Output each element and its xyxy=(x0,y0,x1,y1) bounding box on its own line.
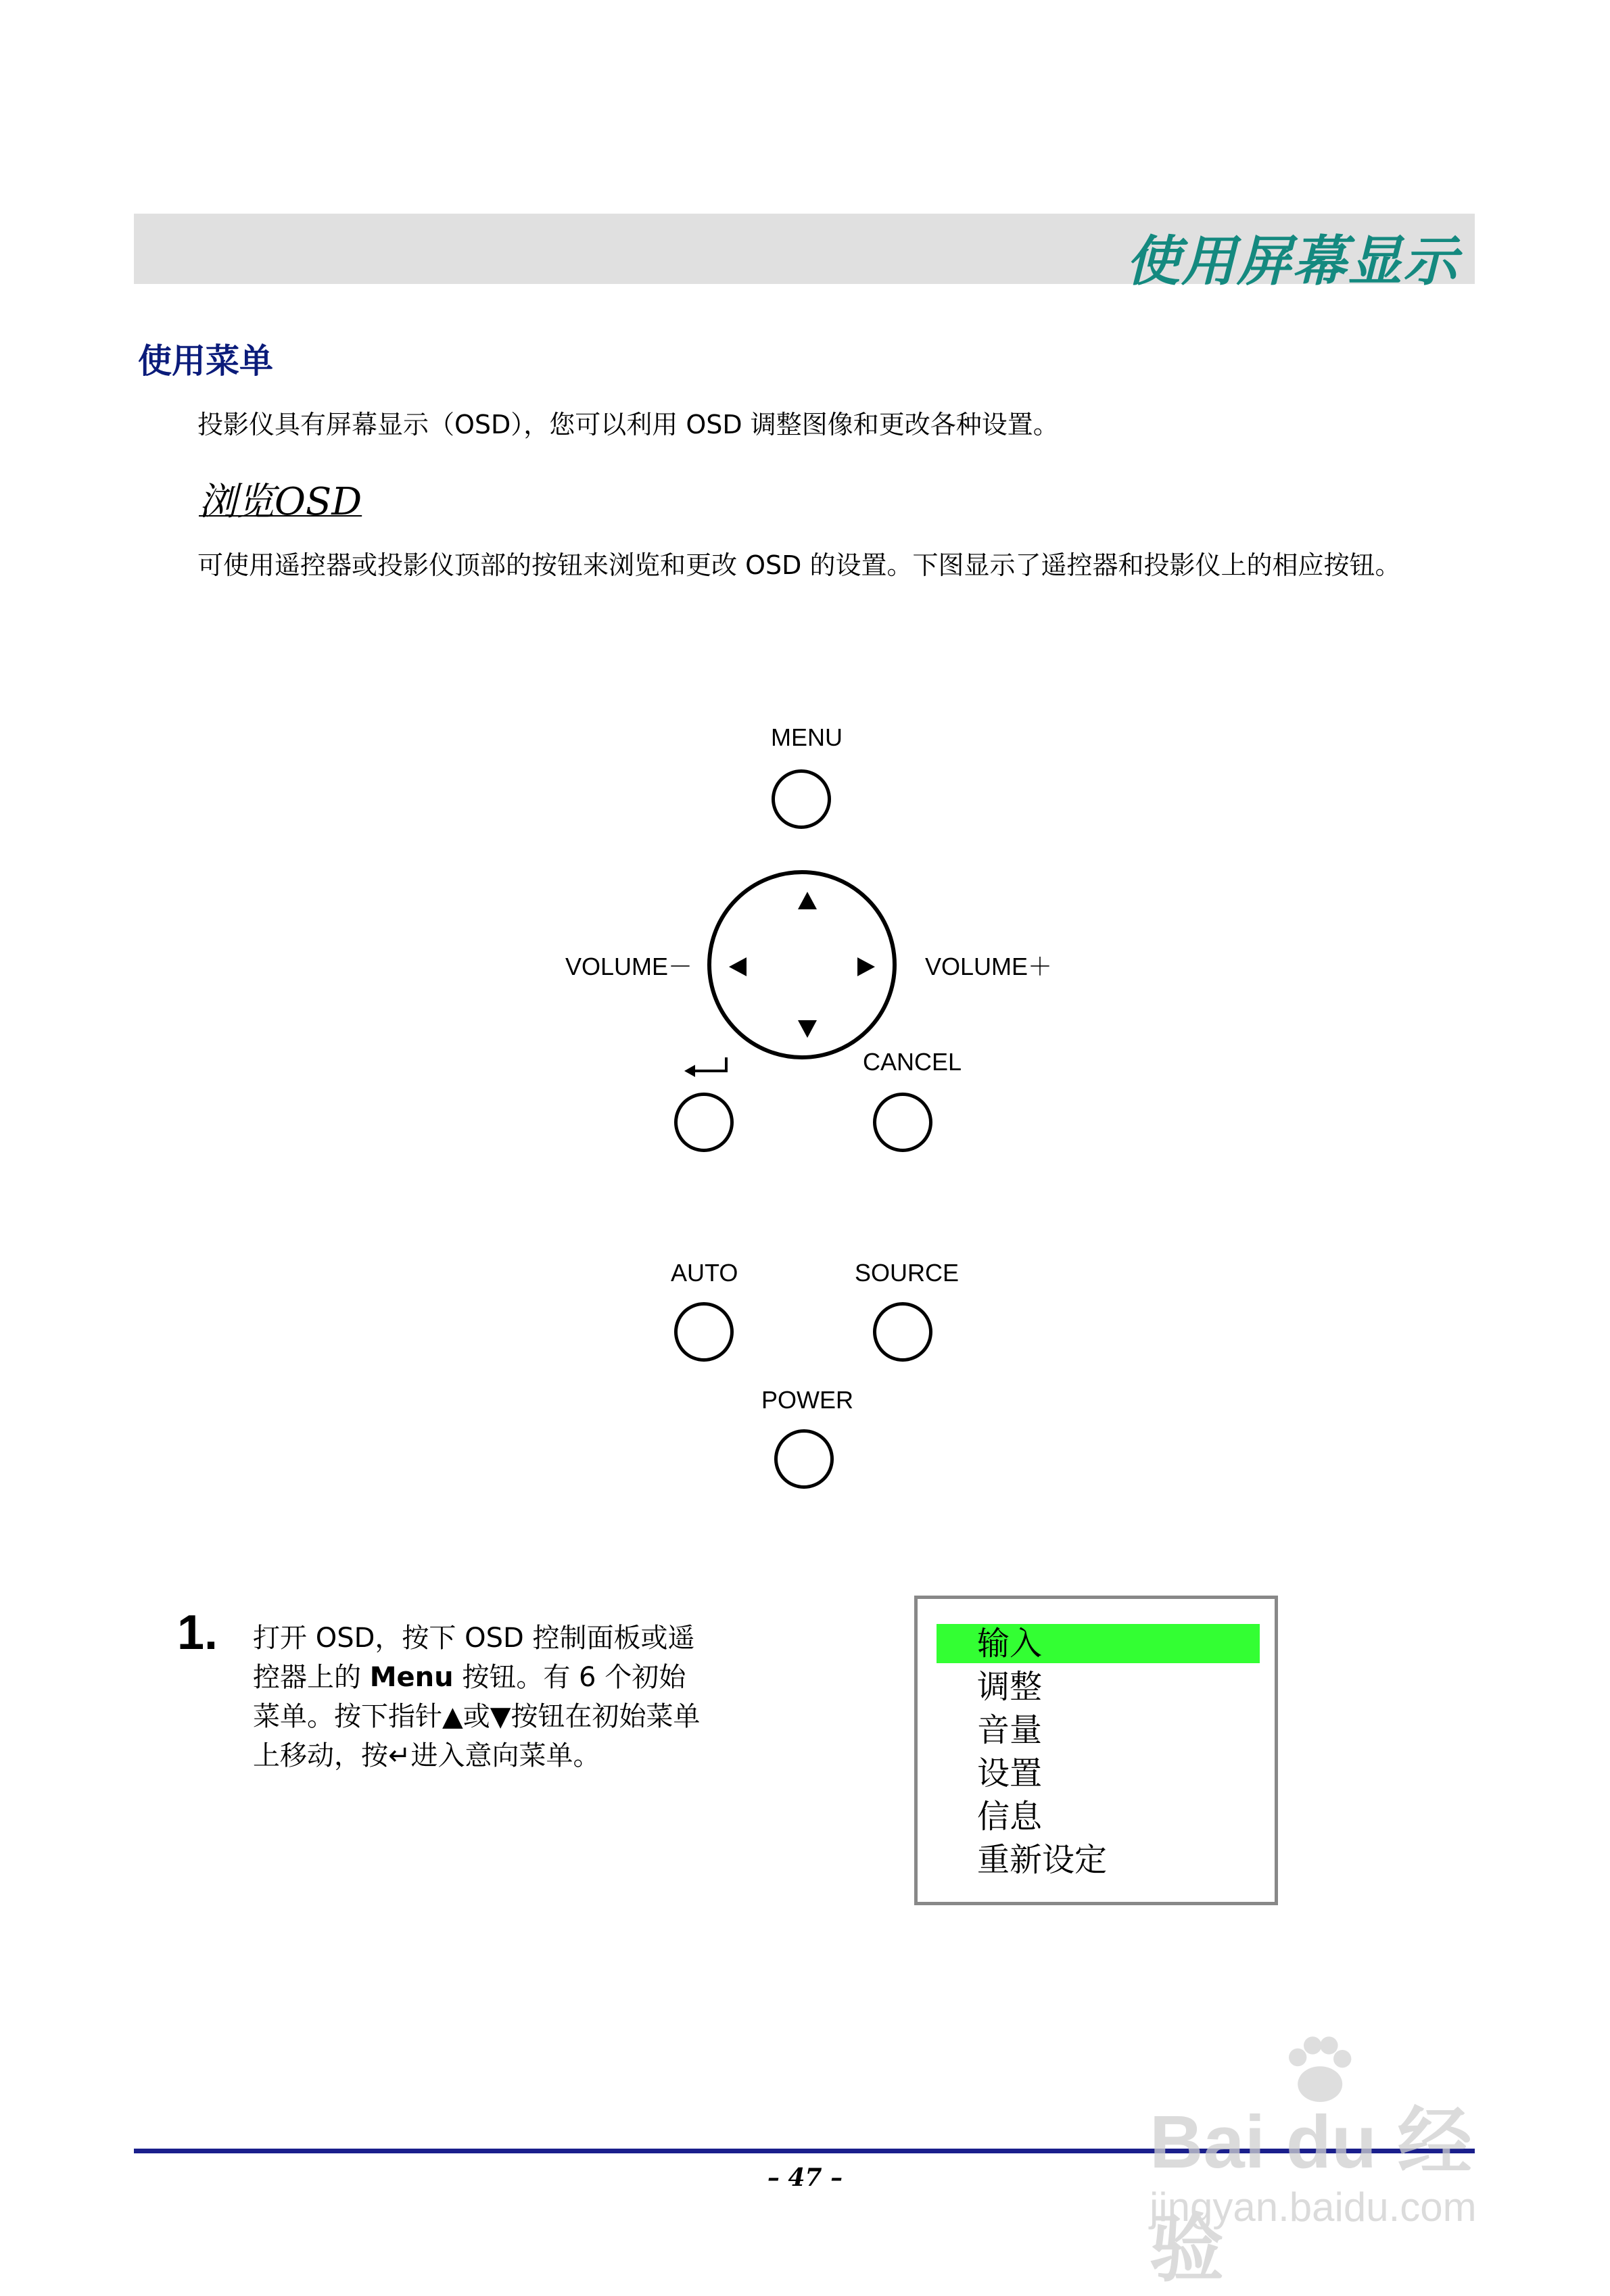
watermark-logo: Bai du 经验 xyxy=(1150,2101,1472,2291)
enter-button xyxy=(674,1093,734,1152)
osd-menu-item-input: 输入 xyxy=(937,1624,1260,1663)
osd-menu-item-reset: 重新设定 xyxy=(977,1841,1108,1879)
page-title: 使用屏幕显示 xyxy=(1126,230,1459,293)
osd-menu-item-volume: 音量 xyxy=(977,1711,1043,1749)
step-number: 1. xyxy=(177,1606,218,1660)
auto-button xyxy=(674,1302,734,1362)
power-button xyxy=(774,1429,834,1489)
volume-plus-label: VOLUME＋ xyxy=(925,953,1053,980)
osd-menu-item-adjust: 调整 xyxy=(977,1668,1043,1706)
volume-minus-label: VOLUME－ xyxy=(565,953,693,980)
step-text xyxy=(253,1619,713,1775)
arrow-right-icon xyxy=(857,957,875,976)
cancel-label: CANCEL xyxy=(863,1048,962,1076)
osd-menu-item-info: 信息 xyxy=(977,1798,1043,1836)
source-button xyxy=(873,1302,932,1362)
section-heading: 使用菜单 xyxy=(138,341,273,381)
menu-label: MENU xyxy=(771,723,843,751)
step-text-bold: Menu xyxy=(369,1662,454,1693)
power-label: POWER xyxy=(761,1386,854,1414)
watermark-url: jingyan.baidu.com xyxy=(1150,2184,1477,2230)
enter-icon xyxy=(683,1055,730,1078)
subsection-heading: 浏览OSD xyxy=(199,480,362,524)
auto-label: AUTO xyxy=(671,1259,738,1287)
directional-pad xyxy=(707,870,897,1059)
cancel-button xyxy=(873,1093,932,1152)
osd-menu xyxy=(914,1596,1278,1905)
intro-paragraph: 投影仪具有屏幕显示（OSD），您可以利用 OSD 调整图像和更改各种设置。 xyxy=(197,410,1059,439)
baidu-watermark xyxy=(1136,2035,1528,2291)
title-band xyxy=(134,214,1475,293)
menu-button xyxy=(772,769,831,829)
arrow-up-icon xyxy=(798,892,817,909)
page-number: – 47 – xyxy=(767,2163,843,2192)
step-text-part2: 按钮。有 6 个初始菜单。按下指针▲或▼按钮在初始菜单上移动，按↵进入意向菜单。 xyxy=(253,1662,701,1771)
subsection-paragraph: 可使用遥控器或投影仪顶部的按钮来浏览和更改 OSD 的设置。下图显示了遥控器和投影仪上的相应按钮。 xyxy=(197,550,1401,580)
arrow-left-icon xyxy=(729,957,747,976)
arrow-down-icon xyxy=(798,1020,817,1038)
osd-menu-item-settings: 设置 xyxy=(977,1754,1043,1792)
step-text-part1: 打开 OSD，按下 OSD 控制面板或遥控器上的 xyxy=(253,1623,695,1693)
source-label: SOURCE xyxy=(855,1259,960,1287)
